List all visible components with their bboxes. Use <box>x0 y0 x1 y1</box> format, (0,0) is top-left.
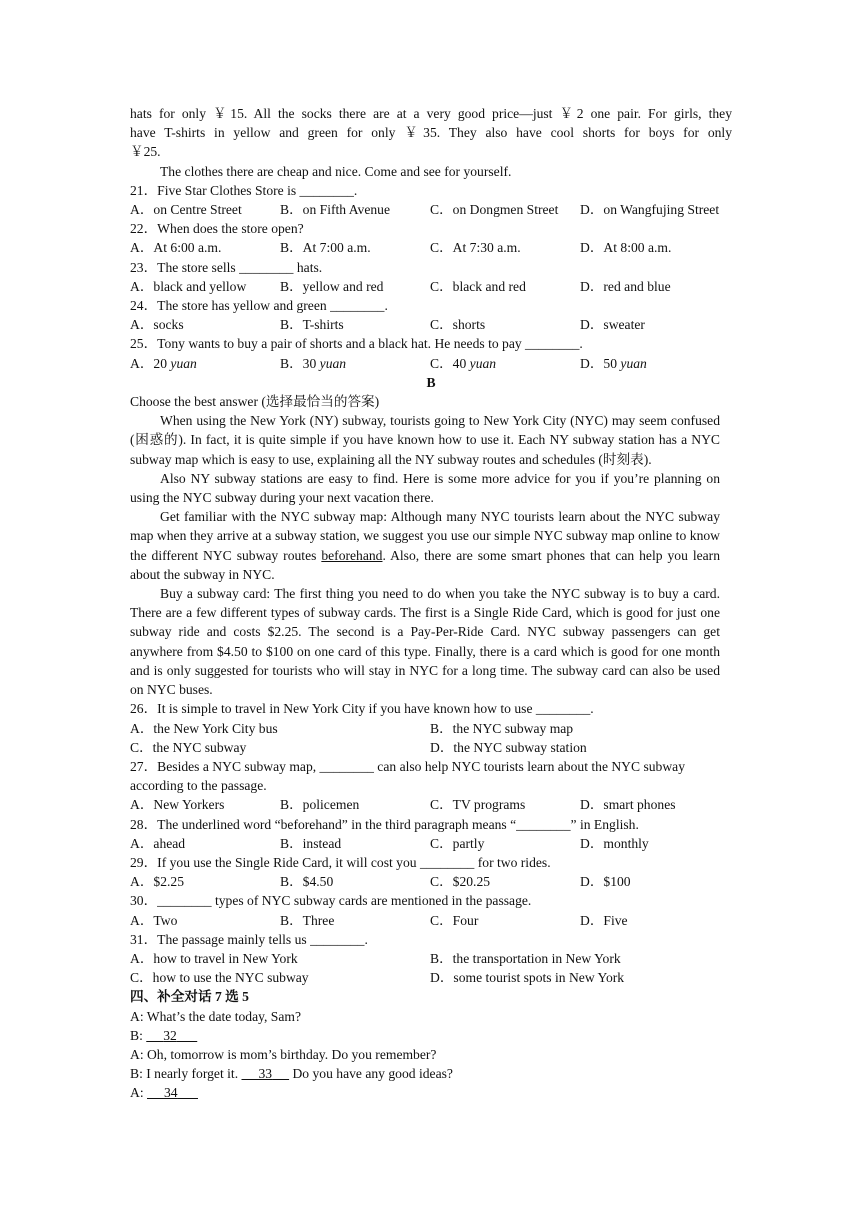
options-row <box>130 949 732 968</box>
option-b <box>280 354 430 373</box>
options-row <box>130 315 732 334</box>
question-26 <box>130 699 732 757</box>
unit-label: yuan <box>620 355 647 371</box>
question-22 <box>130 219 732 257</box>
section-b-label: B <box>426 374 436 390</box>
option-d: D．smart phones <box>580 797 676 813</box>
options-row <box>130 277 732 296</box>
passage-b-paragraph-2: Also NY subway stations are easy to find. Here is some more advice for you if you’re planning on using the NYC subway during your next vacation there. <box>130 470 720 506</box>
passage-b-paragraph-3 <box>130 507 720 584</box>
question-stem: 21．Five Star Clothes Store is ________. <box>130 182 358 198</box>
option-c: C．how to use the NYC subway <box>130 970 309 986</box>
option-d: D．At 8:00 a.m. <box>580 240 672 256</box>
option-a-value: A．20 <box>130 355 168 371</box>
passage-b-paragraph-4: Buy a subway card: The first thing you need to do when you take the NYC subway is to buy a card. There are a few different types of subway cards. The first is a Single Ride Card, which is good for just one subway ride and costs $2.25. The second is a Pay-Per-Ride Card. NYC subway passengers can get anywhere from $4.50 to $100 on one card of this type. Finally, there is a card which is good for one month and is only suggested for tourists who will stay in NYC for a long time. The subway card can also be used on NYC buses. <box>130 586 720 698</box>
options-row <box>130 795 732 814</box>
option-c: C．At 7:30 a.m. <box>430 240 521 256</box>
option-a: A．black and yellow <box>130 278 247 294</box>
option-c: C．on Dongmen Street <box>430 202 559 218</box>
option-d: D．red and blue <box>580 278 671 294</box>
options-row <box>130 968 732 987</box>
dialogue-line <box>130 1083 732 1102</box>
speaker-text: A: <box>130 1085 147 1101</box>
answer-blank <box>242 1066 290 1081</box>
option-a: A．how to travel in New York <box>130 950 298 966</box>
question-stem: 28．The underlined word “beforehand” in the third paragraph means “________” in English. <box>130 816 639 832</box>
option-a: A．ahead <box>130 835 186 851</box>
option-b: B．instead <box>280 835 342 851</box>
passage-a-tail <box>130 104 732 162</box>
option-d: D．the NYC subway station <box>430 739 587 755</box>
options-row <box>130 834 732 853</box>
paragraph-text: . Also, there are some smart phones that can help you learn about the subway in NYC. <box>130 547 720 582</box>
option-b: B．yellow and red <box>280 278 384 294</box>
speaker-text: B: <box>130 1027 147 1043</box>
option-c: C．black and red <box>430 278 526 294</box>
unit-label: yuan <box>170 355 197 371</box>
option-a: A．New Yorkers <box>130 797 225 813</box>
question-29 <box>130 853 732 891</box>
question-stem: 27．Besides a NYC subway map, ________ can also help NYC tourists learn about the NYC subway according to the passage. <box>130 758 686 794</box>
answer-blank <box>147 1085 198 1100</box>
question-stem: 26．It is simple to travel in New York City if you have known how to use ________. <box>130 701 594 717</box>
closing-paragraph: The clothes there are cheap and nice. Come and see for yourself. <box>160 163 512 179</box>
option-d: D．on Wangfujing Street <box>580 202 720 218</box>
question-31 <box>130 930 732 988</box>
question-stem: 23．The store sells ________ hats. <box>130 259 323 275</box>
question-stem: 29．If you use the Single Ride Card, it will cost you ________ for two rides. <box>130 854 551 870</box>
passage-b-paragraph-1: When using the New York (NY) subway, tourists going to New York City (NYC) may seem confused (困惑的). In fact, it is quite simple if you have known how to use it. Each NY subway station has a NYC subway map which is easy to use, explaining all the NY subway routes and schedules (时刻表). <box>130 413 720 467</box>
paragraph-text: Get familiar with the NYC subway map: Although many NYC tourists learn about the NYC subway map when they arrive at a subway station, we suggest you use our simple NYC subway map online to know the different NYC subway routes <box>130 509 720 563</box>
question-21 <box>130 181 732 219</box>
dialogue-line: A: Oh, tomorrow is mom’s birthday. Do you remember? <box>130 1046 437 1062</box>
option-b: B．the transportation in New York <box>430 950 621 966</box>
question-stem: 31．The passage mainly tells us ________. <box>130 931 368 947</box>
question-stem: 30．________ types of NYC subway cards are mentioned in the passage. <box>130 893 532 909</box>
option-b-value: B．30 <box>280 355 317 371</box>
question-30 <box>130 891 732 929</box>
option-c: C．$20.25 <box>430 874 491 890</box>
question-23 <box>130 258 732 296</box>
options-row <box>130 738 732 757</box>
paragraph-line: ￥25. <box>130 144 161 160</box>
speaker-text: B: I nearly forget it. <box>130 1066 242 1082</box>
options-row <box>130 911 732 930</box>
option-d: D．monthly <box>580 835 649 851</box>
question-stem: 22．When does the store open? <box>130 221 304 237</box>
options-row <box>130 354 732 373</box>
option-b: B．$4.50 <box>280 874 334 890</box>
answer-blank <box>146 1028 197 1043</box>
unit-label: yuan <box>469 355 497 371</box>
option-c: C．the NYC subway <box>130 739 247 755</box>
option-d: D．Five <box>580 912 628 928</box>
blank-number: 34 <box>164 1085 178 1101</box>
option-b: B．the NYC subway map <box>430 720 574 736</box>
option-a: A．the New York City bus <box>130 720 278 736</box>
option-b: B．At 7:00 a.m. <box>280 240 371 256</box>
option-c: C．shorts <box>430 317 486 333</box>
option-b: B．policemen <box>280 797 360 813</box>
blank-number: 32 <box>163 1027 177 1043</box>
blank-number: 33 <box>258 1066 273 1082</box>
question-24 <box>130 296 732 334</box>
option-d-value: D．50 <box>580 355 618 371</box>
option-d <box>580 354 647 373</box>
underlined-word: beforehand <box>321 547 383 563</box>
option-c: C．Four <box>430 912 479 928</box>
options-row <box>130 719 732 738</box>
question-stem: 25．Tony wants to buy a pair of shorts and a black hat. He needs to pay ________. <box>130 336 583 352</box>
option-a: A．$2.25 <box>130 874 184 890</box>
document-page <box>130 104 732 1103</box>
unit-label: yuan <box>319 355 347 371</box>
options-row <box>130 200 732 219</box>
question-27 <box>130 757 732 815</box>
question-25 <box>130 334 732 372</box>
options-row <box>130 238 732 257</box>
question-stem: 24．The store has yellow and green ________. <box>130 298 388 314</box>
option-d: D．sweater <box>580 317 645 333</box>
option-b: B．Three <box>280 912 335 928</box>
paragraph-line: hats for only ￥15. All the socks there are at a very good price—just ￥2 one pair. For girls, they <box>130 106 732 121</box>
paragraph-line: have T-shirts in yellow and green for only ￥35. They also have cool shorts for boys for only <box>130 125 732 141</box>
dialogue-line <box>130 1026 732 1045</box>
question-28 <box>130 815 732 853</box>
option-c: C．TV programs <box>430 797 526 813</box>
option-a: A．socks <box>130 317 184 333</box>
option-a: A．on Centre Street <box>130 202 242 218</box>
option-d: D．$100 <box>580 874 631 890</box>
option-a: A．At 6:00 a.m. <box>130 240 222 256</box>
option-c: C．partly <box>430 835 485 851</box>
dialogue-line <box>130 1064 732 1083</box>
option-d: D．some tourist spots in New York <box>430 970 625 986</box>
section-four-heading: 四、补全对话 7 选 5 <box>130 989 249 1005</box>
dialogue-line: A: What’s the date today, Sam? <box>130 1008 302 1024</box>
option-b: B．T-shirts <box>280 317 344 333</box>
option-b: B．on Fifth Avenue <box>280 202 391 218</box>
option-c <box>430 354 580 373</box>
section-b-instruction: Choose the best answer (选择最恰当的答案) <box>130 394 380 410</box>
option-a <box>130 354 280 373</box>
option-c-value: C．40 <box>430 355 467 371</box>
option-a: A．Two <box>130 912 178 928</box>
options-row <box>130 872 732 891</box>
speaker-text: Do you have any good ideas? <box>289 1066 453 1082</box>
